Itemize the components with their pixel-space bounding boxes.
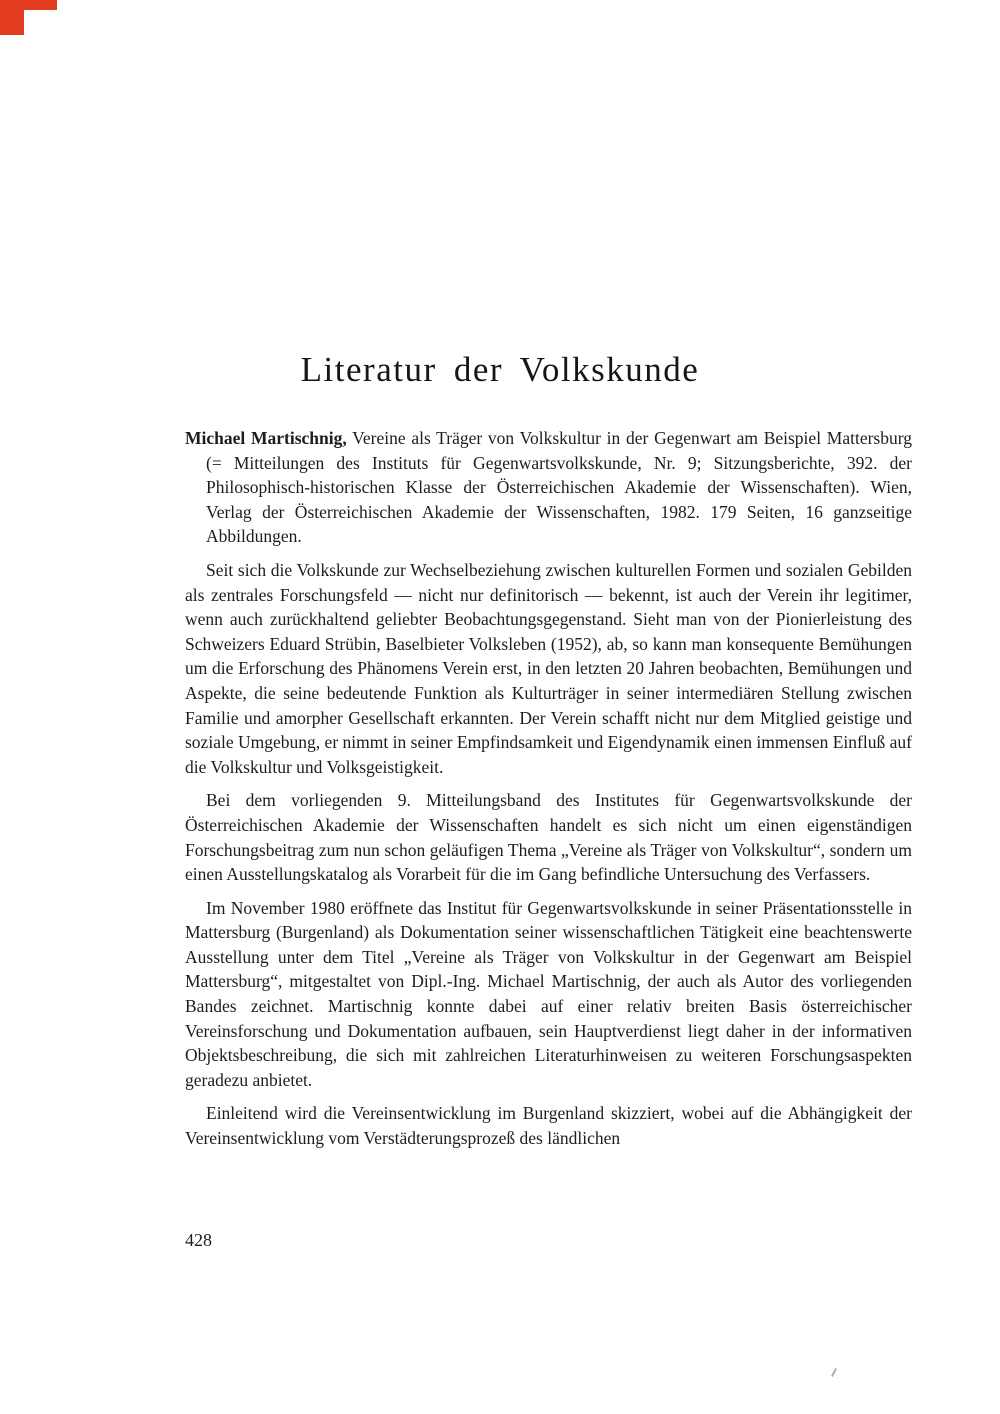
- red-corner-artifact-top: [0, 0, 57, 10]
- paragraph-mitteilungsband: Bei dem vorliegenden 9. Mitteilungsband des Institutes für Gegenwartsvolkskunde der Österreichischen Akademie der Wissenschaften handelt es sich nicht um einen eigenständigen Forschungsbeitrag zum nun schon geläufigen Thema „Vereine als Träger von Volkskultur“, sondern um einen Ausstellungskatalog als Vorarbeit für die im Gang befindliche Untersuchung des Verfassers.: [185, 790, 912, 885]
- paragraph-november-1980: Im November 1980 eröffnete das Institut für Gegenwartsvolkskunde in seiner Präsentationsstelle in Mattersburg (Burgenland) als Dokumentation seiner wissenschaftlichen Tätigkeit eine beachtenswerte Ausstellung unter dem Titel „Vereine als Träger von Volkskultur in der Gegenwart am Beispiel Mattersburg“, mitgestaltet von Dipl.-Ing. Michael Martischnig, der auch als Autor des vorliegenden Bandes zeichnet. Martischnig konnte dabei auf einer relativ breiten Basis österreichischer Vereinsforschung und Dokumentation aufbauen, sein Hauptverdienst liegt daher in der informativen Objektsbeschreibung, die sich mit zahlreichen Literaturhinweisen zu weiteren Forschungsaspekten geradezu anbietet.: [185, 897, 912, 1090]
- scan-speck-artifact: [831, 1368, 837, 1377]
- reference-text: Vereine als Träger von Volkskultur in der Gegenwart am Beispiel Mattersburg (= Mitteilungen des Instituts für Gegenwartsvolkskunde, Nr. 9; Sitzungsberichte, 392. der Philosophisch-historischen Klasse der Österreichischen Akademie der Wissenschaften). Wien, Verlag der Österreichischen Akademie der Wissenschaften, 1982. 179 Seiten, 16 ganzseitige Abbildungen.: [206, 428, 912, 547]
- paragraph-volkskunde-wechselbeziehung: Seit sich die Volkskunde zur Wechselbeziehung zwischen kulturellen Formen und sozialen Gebilden als zentrales Forschungsfeld — nicht nur definitorisch — bekennt, ist auch der Verein ihr legitimer, wenn auch zurückhaltend geliebter Beobachtungsgegenstand. Sieht man von der Pionierleistung des Schweizers Eduard Strübin, Baselbieter Volksleben (1952), ab, so kann man konsequente Bemühungen um die Erforschung des Phänomens Verein erst, in den letzten 20 Jahren beobachten, Bemühungen und Aspekte, die seine bedeutende Funktion als Kulturträger in seiner intermediären Stellung zwischen Familie und amorpher Gesellschaft erkannten. Der Verein schafft nicht nur dem Mitglied geistige und soziale Umgebung, er nimmt in seiner Empfindsamkeit und Eigendynamik einen immensen Einfluß auf die Volkskultur und Volksgeistigkeit.: [185, 559, 912, 777]
- reference-paragraph: [185, 426, 912, 549]
- page-title: Literatur der Volkskunde: [300, 350, 700, 389]
- paragraph-einleitend: Einleitend wird die Vereinsentwicklung im Burgenland skizziert, wobei auf die Abhängigkeit der Vereinsentwicklung vom Verstädterungsprozeß des ländlichen: [185, 1103, 912, 1149]
- red-corner-artifact-side: [0, 10, 24, 35]
- text-block: [185, 426, 912, 1160]
- page-number: 428: [185, 1230, 212, 1250]
- reference-author: Michael Martischnig,: [185, 428, 347, 448]
